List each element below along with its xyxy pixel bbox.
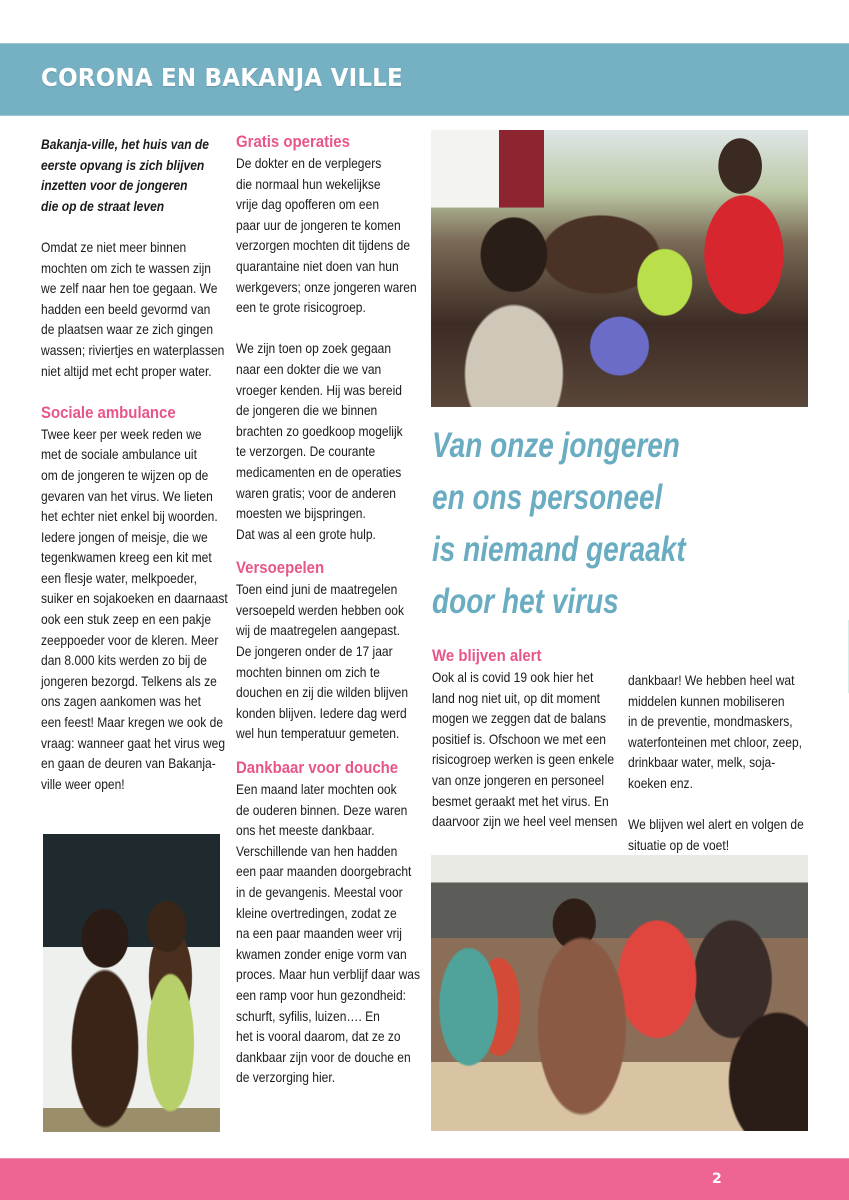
- heading-we-blijven-alert: We blijven alert: [432, 646, 542, 665]
- text-line: mochten binnen om zich te: [236, 663, 380, 680]
- text-line: dan 8.000 kits werden zo bij de: [41, 652, 207, 669]
- text-line: vrije dag opofferen om een: [236, 196, 380, 213]
- text-line: dankbaar zijn voor de douche en: [236, 1048, 411, 1065]
- closing-paragraph: [628, 814, 804, 855]
- versoepelen-paragraph: [236, 579, 409, 744]
- text-line: versoepeld werden hebben ook: [236, 601, 405, 618]
- column-2: [236, 131, 421, 1109]
- text-line: ville weer open!: [41, 775, 125, 792]
- text-line: situatie op de voet!: [628, 836, 730, 853]
- heading-sociale-ambulance: Sociale ambulance: [41, 402, 176, 422]
- gratis-operaties-paragraph-2: [236, 338, 403, 544]
- we-blijven-alert-paragraph: [432, 667, 618, 832]
- text-line: te verzorgen. De courante: [236, 443, 376, 460]
- text-line: daarvoor zijn we heel veel mensen: [432, 813, 618, 830]
- text-line: van onze jongeren en personeel: [432, 771, 605, 788]
- text-line: douchen en zij die wilden blijven: [236, 684, 409, 701]
- text-line: middelen kunnen mobiliseren: [628, 692, 785, 709]
- text-line: die normaal hun wekelijkse: [236, 175, 381, 192]
- text-line: risicogroep werken is geen enkele: [432, 751, 615, 768]
- text-line: wij de maatregelen aangepast.: [236, 622, 400, 639]
- text-line: We blijven wel alert en volgen de: [628, 816, 804, 833]
- photo-two-boys-at-van: [43, 834, 220, 1132]
- text-line: om de jongeren te wijzen op de: [41, 466, 209, 483]
- text-line: vroeger kenden. Hij was bereid: [236, 381, 402, 398]
- pull-quote: [432, 420, 686, 628]
- heading-versoepelen: Versoepelen: [236, 558, 325, 578]
- text-line: met de sociale ambulance uit: [41, 446, 197, 463]
- text-line: De dokter en de verplegers: [236, 155, 382, 171]
- text-line: inzetten voor de jongeren: [41, 177, 188, 194]
- text-line: schurft, syfilis, luizen…. En: [236, 1007, 380, 1024]
- text-line: quarantaine niet doen van hun: [236, 257, 399, 274]
- text-line: de ouderen binnen. Deze waren: [236, 801, 408, 818]
- gratis-operaties-paragraph-1: [236, 153, 417, 318]
- text-line: de jongeren die we binnen: [236, 402, 378, 419]
- text-line: gevaren van het virus. We lieten: [41, 487, 213, 504]
- text-line: Ook al is covid 19 ook hier het: [432, 669, 594, 685]
- photo-children-with-volunteer: [431, 130, 808, 407]
- pull-quote-line: is niemand geraakt: [432, 530, 686, 569]
- text-line: Bakanja-ville, het huis van de: [41, 136, 209, 152]
- heading-dankbaar-voor-douche: Dankbaar voor douche: [236, 758, 399, 778]
- text-line: kleine overtredingen, zodat ze: [236, 904, 397, 921]
- text-line: besmet geraakt met het virus. En: [432, 792, 609, 809]
- text-line: ons het meeste dankbaar.: [236, 822, 375, 839]
- text-line: ons zagen aankomen was het: [41, 693, 201, 710]
- text-line: Twee keer per week reden we: [41, 425, 202, 442]
- column-3: [432, 645, 617, 852]
- text-line: het echter niet enkel bij woorden.: [41, 508, 218, 525]
- text-line: een flesje water, melkpoeder,: [41, 569, 197, 586]
- text-line: en gaan de deuren van Bakanja-: [41, 755, 216, 772]
- text-line: kwamen zonder enige vorm van: [236, 945, 407, 962]
- text-line: het is vooral daarom, dat ze zo: [236, 1028, 401, 1045]
- text-line: waterfonteinen met chloor, zeep,: [628, 733, 803, 750]
- text-line: De jongeren onder de 17 jaar: [236, 643, 393, 660]
- text-line: Dat was al een grote hulp.: [236, 525, 376, 542]
- text-line: drinkbaar water, melk, soja-: [628, 754, 776, 771]
- text-line: na een paar maanden weer vrij: [236, 925, 402, 942]
- text-line: de plaatsen waar ze zich gingen: [41, 321, 214, 338]
- text-line: Een maand later mochten ook: [236, 781, 397, 798]
- text-line: jongeren bezorgd. Telkens als ze: [41, 672, 217, 689]
- text-line: suiker en sojakoeken en daarnaast: [41, 590, 228, 607]
- text-line: een ramp voor hun gezondheid:: [236, 986, 407, 1003]
- pull-quote-line: Van onze jongeren: [432, 426, 680, 465]
- text-line: mochten om zich te wassen zijn: [41, 259, 211, 276]
- text-line: die op de straat leven: [41, 197, 165, 214]
- page-title: CORONA EN BAKANJA VILLE: [41, 63, 403, 92]
- text-line: Toen eind juni de maatregelen: [236, 581, 398, 598]
- text-line: de verzorging hier.: [236, 1069, 336, 1086]
- text-line: verzorgen mochten dit tijdens de: [236, 237, 411, 254]
- text-line: zeeppoeder voor de kleren. Meer: [41, 631, 219, 648]
- text-line: brachten zo goedkoop mogelijk: [236, 422, 403, 439]
- text-line: we zelf naar hen toe gegaan. We: [41, 280, 218, 297]
- text-line: positief is. Ofschoon we met een: [432, 730, 607, 747]
- intro-lead: [41, 134, 209, 216]
- pull-quote-line: en ons personeel: [432, 478, 663, 517]
- dankbaar-paragraph: [236, 779, 421, 1088]
- text-line: naar een dokter die we van: [236, 360, 382, 377]
- text-line: een te grote risicogroep.: [236, 299, 366, 316]
- pull-quote-line: door het virus: [432, 582, 619, 621]
- text-line: ook een stuk zeep en een pakje: [41, 611, 212, 628]
- page-number: 2: [712, 1171, 722, 1187]
- footer-band: [0, 1158, 849, 1200]
- header-band: [0, 43, 849, 116]
- column-1: [41, 134, 228, 815]
- text-line: waren gratis; voor de anderen: [236, 484, 396, 501]
- heading-gratis-operaties: Gratis operaties: [236, 132, 350, 151]
- text-line: konden blijven. Iedere dag werd: [236, 704, 407, 721]
- text-line: een paar maanden doorgebracht: [236, 863, 412, 880]
- text-line: koeken enz.: [628, 774, 693, 791]
- sociale-ambulance-paragraph: [41, 424, 228, 795]
- intro-paragraph: [41, 237, 225, 381]
- text-line: in de preventie, mondmaskers,: [628, 713, 793, 730]
- text-line: niet altijd met echt proper water.: [41, 362, 212, 379]
- text-line: moesten we bijspringen.: [236, 505, 366, 522]
- text-line: eerste opvang is zich blijven: [41, 156, 205, 173]
- text-line: paar uur de jongeren te komen: [236, 216, 401, 233]
- text-line: proces. Maar hun verblijf daar was: [236, 966, 421, 983]
- text-line: wel hun temperatuur gemeten.: [236, 725, 400, 742]
- text-line: vraag: wanneer gaat het virus weg: [41, 734, 226, 751]
- text-line: tegenkwamen kreeg een kit met: [41, 549, 212, 566]
- text-line: werkgevers; onze jongeren waren: [236, 278, 417, 295]
- dankbaar-continuation-paragraph: [628, 670, 803, 794]
- text-line: Iedere jongen of meisje, die we: [41, 528, 208, 545]
- text-line: in de gevangenis. Meestal voor: [236, 884, 403, 900]
- text-line: dankbaar! We hebben heel wat: [628, 672, 795, 688]
- text-line: We zijn toen op zoek gegaan: [236, 340, 392, 357]
- text-line: een feest! Maar kregen we ook de: [41, 714, 224, 731]
- text-line: mogen we zeggen dat de balans: [432, 710, 607, 727]
- text-line: land nog niet uit, op dit moment: [432, 689, 600, 706]
- text-line: medicamenten en de operaties: [236, 463, 402, 480]
- text-line: Verschillende van hen hadden: [236, 842, 398, 859]
- text-line: Omdat ze niet meer binnen: [41, 238, 187, 255]
- text-line: hadden een beeld gevormd van: [41, 300, 211, 317]
- photo-boy-thumbs-up: [431, 855, 808, 1131]
- column-4: [628, 670, 813, 876]
- text-line: wassen; riviertjes en waterplassen: [41, 341, 225, 358]
